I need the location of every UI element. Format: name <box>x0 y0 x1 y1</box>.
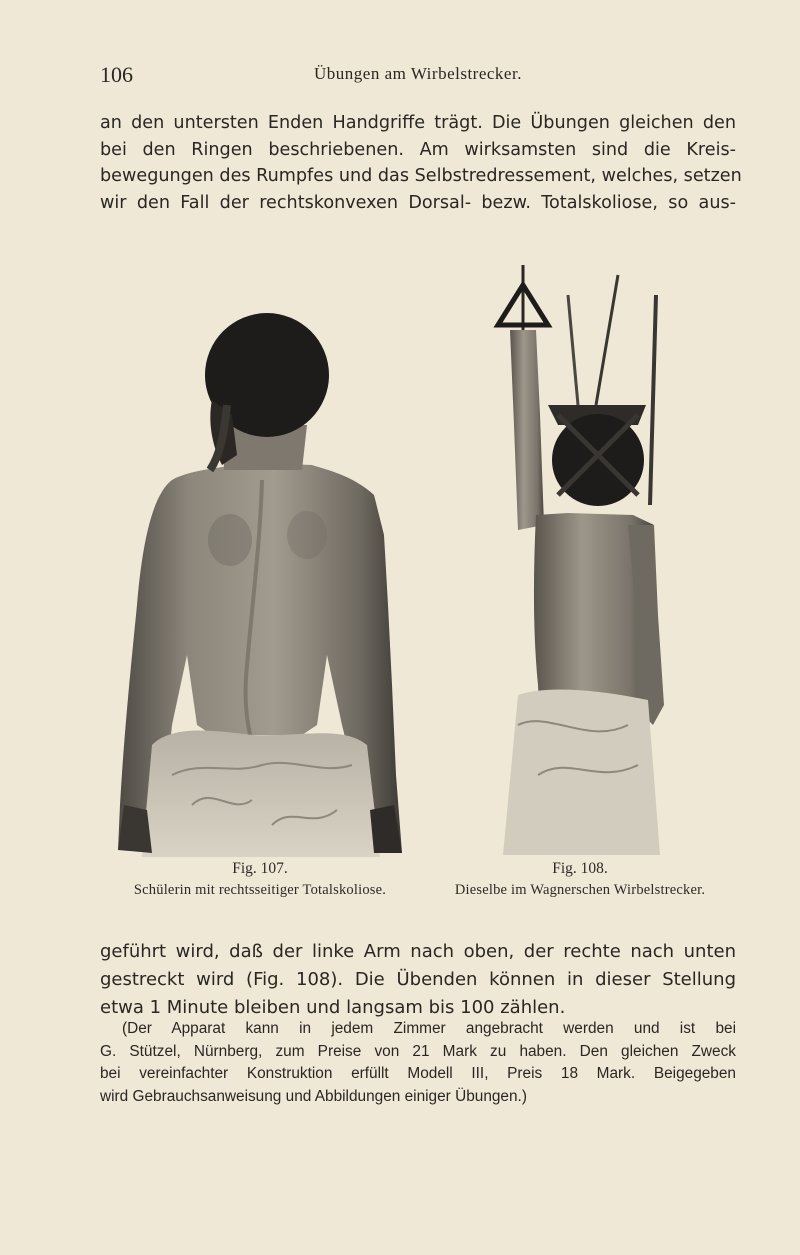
figure-107-text: Schülerin mit rechtsseitiger Totalskoliose. <box>133 882 387 898</box>
figure-107-photo <box>112 305 404 857</box>
text-line: an den untersten Enden Handgriffe trägt. Die Übungen gleichen den <box>100 113 736 133</box>
figure-107-label: Fig. 107. <box>232 860 288 877</box>
figure-107-image <box>112 305 404 857</box>
figure-108-caption <box>420 858 740 900</box>
figure-108-photo <box>478 255 668 855</box>
text-line: (Der Apparat kann in jedem Zimmer angebracht werden und ist bei <box>122 1020 736 1037</box>
text-line: bei vereinfachter Konstruktion erfüllt Modell III, Preis 18 Mark. Beigegeben <box>100 1065 736 1082</box>
figure-108-label: Fig. 108. <box>552 860 608 877</box>
text-line: etwa 1 Minute bleiben und langsam bis 100 zählen. <box>100 997 566 1018</box>
figure-108-image <box>478 255 668 855</box>
text-line: wir den Fall der rechtskonvexen Dorsal- bezw. Totalskoliose, so aus- <box>100 192 736 213</box>
text-line: geführt wird, daß der linke Arm nach oben, der rechte nach unten <box>100 941 736 962</box>
paragraph-bottom <box>100 938 736 1022</box>
text-line: bewegungen des Rumpfes und das Selbstredressement, welches, setzen <box>100 166 742 186</box>
text-line: bei den Ringen beschriebenen. Am wirksamsten sind die Kreis- <box>100 139 736 160</box>
text-line: gestreckt wird (Fig. 108). Die Übenden können in dieser Stellung <box>100 969 736 990</box>
page-number: 106 <box>100 62 133 87</box>
figure-108-text: Dieselbe im Wagnerschen Wirbelstrecker. <box>454 882 706 898</box>
running-title: Übungen am Wirbelstrecker. <box>314 64 522 83</box>
note-paragraph <box>100 1018 736 1108</box>
text-line: G. Stützel, Nürnberg, zum Preise von 21 Mark zu haben. Den gleichen Zweck <box>100 1042 736 1060</box>
text-line: wird Gebrauchsanweisung und Abbildungen einiger Übungen.) <box>100 1087 527 1105</box>
paragraph-top <box>100 110 742 216</box>
figure-107-caption <box>120 858 400 900</box>
page-header <box>100 62 736 92</box>
